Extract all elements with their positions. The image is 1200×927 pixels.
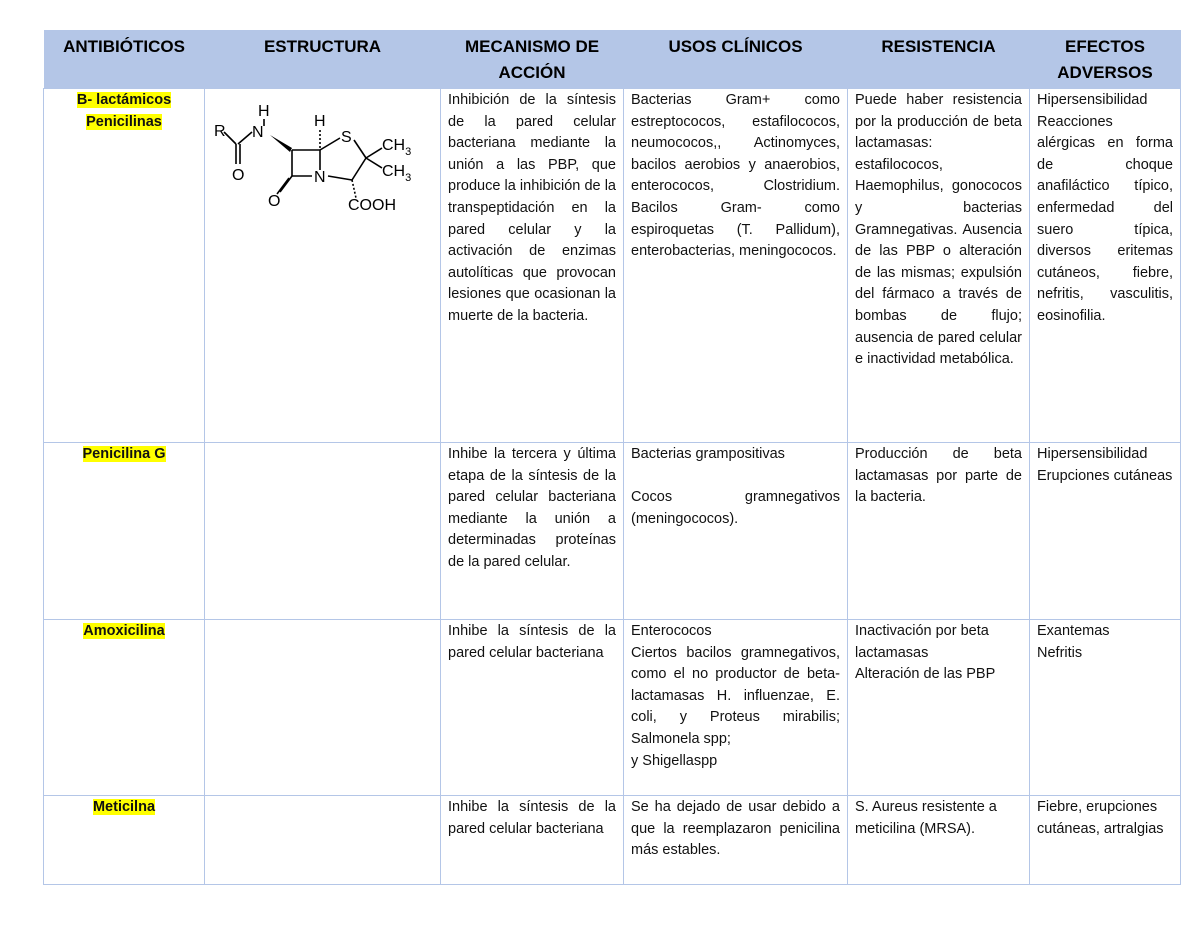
header-efectos-line2: ADVERSOS: [1057, 63, 1153, 82]
uses-line: Enterococos: [631, 623, 712, 639]
structure-cell: [205, 796, 441, 885]
struct-label-cooh: COOH: [348, 197, 396, 210]
table-row: [44, 89, 1181, 443]
antibiotic-name-cell: [44, 89, 205, 443]
adverse-cell: Hipersensibilidad Reacciones alérgicas en forma de choque anafiláctico típico, enfermedad del suero típica, diversos eritemas cutáneos, fiebre, nefritis, vasculitis, eosinofilia.: [1030, 89, 1181, 443]
struct-label-n2: N: [314, 169, 326, 186]
struct-label-o2: O: [268, 193, 281, 210]
adverse-cell: [1030, 620, 1181, 796]
antibiotic-name-cell: [44, 620, 205, 796]
antibiotic-name-line1: B- lactámicos: [76, 92, 172, 108]
resistance-cell: [848, 620, 1030, 796]
uses-cell: Bacterias Gram+ como estreptococos, estafilococos, neumococos,, Actinomyces, bacilos aerobios y anaerobios, enterococos, Clostridium. Bacilos Gram- como espiroquetas (T. Pallidum), enterobacterias, meningococos.: [624, 89, 848, 443]
struct-label-ch3-a: $CH_3$: [382, 137, 412, 158]
header-efectos-line1: EFECTOS: [1065, 37, 1145, 56]
adverse-cell: Fiebre, erupciones cutáneas, artralgias: [1030, 796, 1181, 885]
uses-line: Ciertos bacilos gramnegativos, como el no productor de beta-lactamasas H. influenzae, E. coli, y Proteus mirabilis; Salmonela spp;: [631, 644, 840, 747]
antibiotic-name: Penicilina G: [82, 446, 166, 462]
header-row: [44, 30, 1181, 89]
antibiotic-name-cell: [44, 796, 205, 885]
header-mecanismo-line1: MECANISMO DE: [464, 37, 600, 56]
uses-spacer: [631, 466, 840, 488]
mechanism-cell: Inhibición de la síntesis de la pared celular bacteriana mediante la unión a las PBP, que produce la inhibición de la transpeptidación en la pared celular y la activación de enzimas autolíticas que provocan lesiones que ocasionan la muerte de la bacteria.: [441, 89, 624, 443]
table-row: [44, 796, 1181, 885]
adverse-line: Exantemas: [1037, 623, 1110, 639]
header-mecanismo-line2: ACCIÓN: [498, 63, 566, 82]
resistance-cell: Puede haber resistencia por la producción de beta lactamasas: estafilococos, Haemophilus, gonococos y bacterias Gramnegativas. Ausencia de las PBP o alteración de las mismas; expulsión del fármaco a través de bombas de flujo; ausencia de pared celular e inactividad metabólica.: [848, 89, 1030, 443]
header-antibioticos: ANTIBIÓTICOS: [44, 30, 205, 89]
struct-label-h1: H: [258, 103, 270, 120]
antibiotic-name-cell: [44, 443, 205, 620]
struct-label-h2: H: [314, 113, 326, 130]
table-row: [44, 620, 1181, 796]
antibiotics-table: [43, 30, 1181, 885]
resistance-cell: Producción de beta lactamasas por parte de la bacteria.: [848, 443, 1030, 620]
struct-label-ch3-b: $CH_3$: [382, 163, 412, 184]
header-mecanismo: [441, 30, 624, 89]
mechanism-cell: Inhibe la síntesis de la pared celular bacteriana: [441, 620, 624, 796]
uses-cell: [624, 620, 848, 796]
header-estructura: ESTRUCTURA: [205, 30, 441, 89]
structure-cell: [205, 89, 441, 443]
struct-label-o1: O: [232, 167, 245, 184]
mechanism-cell: Inhibe la síntesis de la pared celular bacteriana: [441, 796, 624, 885]
header-efectos: [1030, 30, 1181, 89]
adverse-line: Erupciones cutáneas: [1037, 467, 1173, 484]
antibiotic-name: Amoxicilina: [83, 623, 165, 639]
resistance-cell: S. Aureus resistente a meticilina (MRSA).: [848, 796, 1030, 885]
mechanism-cell: Inhibe la tercera y última etapa de la síntesis de la pared celular bacteriana mediante la unión a determinadas proteínas de la pared celular.: [441, 443, 624, 620]
structure-cell: [205, 620, 441, 796]
adverse-line: Hipersensibilidad: [1037, 446, 1148, 462]
uses-line: Bacterias grampositivas: [631, 446, 785, 462]
table-row: [44, 443, 1181, 620]
resistance-line: Inactivación por beta lactamasas: [855, 623, 989, 661]
antibiotic-name-line2: Penicilinas: [86, 113, 162, 130]
uses-line: y Shigellaspp: [631, 752, 718, 769]
adverse-line: Nefritis: [1037, 644, 1083, 661]
header-resistencia: RESISTENCIA: [848, 30, 1030, 89]
adverse-cell: [1030, 443, 1181, 620]
header-usos: USOS CLÍNICOS: [624, 30, 848, 89]
resistance-line: Alteración de las PBP: [855, 666, 996, 683]
uses-cell: Se ha dejado de usar debido a que la reemplazaron penicilina más estables.: [624, 796, 848, 885]
antibiotics-table-wrapper: [43, 30, 1180, 885]
struct-label-n1: N: [252, 124, 264, 141]
penicillin-structure-diagram: [212, 92, 427, 210]
uses-line: Cocos gramnegativos (meningococos).: [631, 489, 840, 527]
antibiotic-name: Meticilna: [92, 799, 156, 815]
struct-label-s: S: [341, 129, 352, 146]
struct-label-r: R: [214, 123, 226, 140]
structure-cell: [205, 443, 441, 620]
uses-cell: [624, 443, 848, 620]
